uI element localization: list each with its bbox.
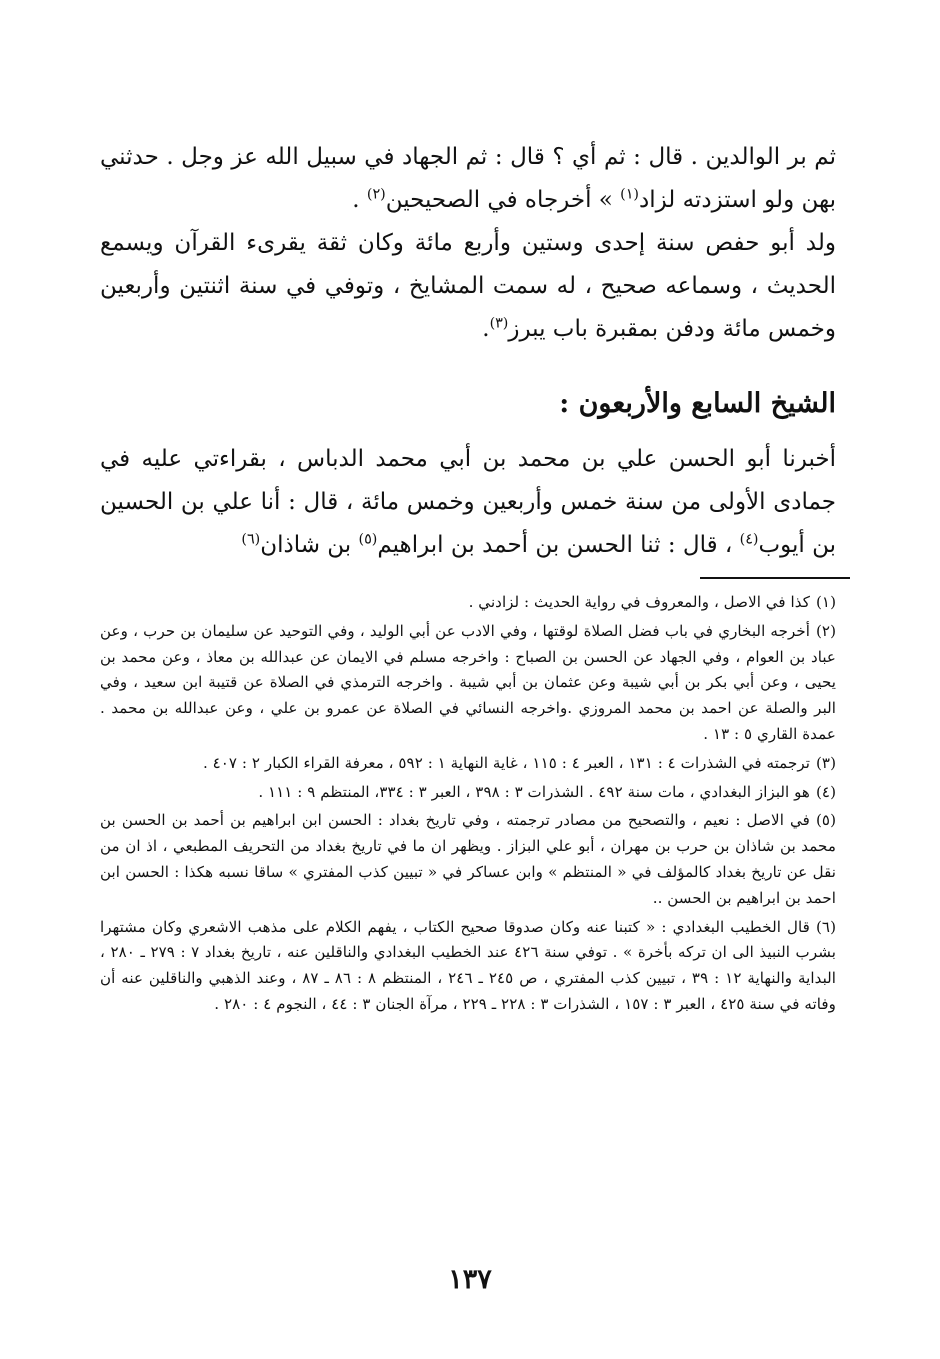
footnote-separator bbox=[700, 577, 850, 579]
footnote-ref-3: (٣) bbox=[489, 315, 509, 332]
footnote-2: (٢)أخرجه البخاري في باب فضل الصلاة لوقتها ، وفي الادب عن أبي الوليد ، وفي التوحيد عن سليمان بن حرب ، وعن عباد بن العوام ، وفي الجهاد عن الحسن بن الصباح : واخرجه مسلم في الايمان عن عبدالله بن معاذ ، وعن محمد بن يحيى ، وعن أبي بكر بن أبي شيبة وعن عثمان بن أبي شيبة . واخرجه الترمذي في الصلاة عن قتيبة ابن سعيد ، وفي البر والصلة عن احمد بن محمد المروزي .واخرجه النسائي في الصلاة عن عمرو بن علي ، وعن عبدالله بن محمد . عمدة القاري ٥ : ١٣ . bbox=[100, 621, 836, 743]
page-number: ١٣٧ bbox=[448, 1264, 492, 1295]
footnote-ref-4: (٤) bbox=[739, 531, 759, 548]
paragraph-2: ولد أبو حفص سنة إحدى وستين وأربع مائة وكان ثقة يقرىء القرآن ويسمع الحديث ، وسماعه صحيح ، له سمت المشايخ ، وتوفي في سنة اثنتين وأربعين وخمس مائة ودفن بمقبرة باب يبرز$^{(٣)}$. bbox=[100, 230, 836, 342]
hadith-chain bbox=[100, 438, 836, 567]
footnote-6: (٦)قال الخطيب البغدادي : « كتبنا عنه وكان صدوقا صحيح الكتاب ، يفهم الكلام على مذهب الاشعري وكان مشتهرا بشرب النبيذ الى ان تركه بأخرة » . توفي سنة ٤٢٦ عند الخطيب البغدادي والناقلين عنه ، تاريخ بغداد ٧ : ٢٧٩ ـ ٢٨٠ ، البداية والنهاية ١٢ : ٣٩ ، تبيين كذب المفتري ، ص ٢٤٥ ـ ٢٤٦ ، المنتظم ٨ : ٨٦ ـ ٨٧ ، وعند الذهبي والناقلين عنه أن وفاته في سنة ٤٢٥ ، العبر ٣ : ١٥٧ ، الشذرات ٣ : ٢٢٨ ـ ٢٢٩ ، مرآة الجنان ٣ : ٤٤ ، النجوم ٤ : ٢٨٠ . bbox=[100, 917, 837, 1013]
footnote-3: (٣)ترجمته في الشذرات ٤ : ١٣١ ، العبر ٤ : ١١٥ ، غاية النهاية ١ : ٥٩٢ ، معرفة القراء الكبار ٢ : ٤٠٧ . bbox=[202, 753, 836, 772]
paragraph-1: ثم بر الوالدين . قال : ثم أي ؟ قال : ثم الجهاد في سبيل الله عز وجل . حدثني بهن ولو استزدته لزاد$^{(١)}$ » أخرجاه في الصحيحين$^{(٢)}$ . bbox=[100, 144, 836, 213]
footnote-5: (٥)في الاصل : نعيم ، والتصحيح من مصادر ترجمته ، وفي تاريخ بغداد : الحسن ابن ابراهيم بن أحمد بن الحسن بن محمد بن شاذان بن حرب بن مهران ، أبو علي البزاز . ويظهر ان ما في تاريخ بغداد من التحريف المطبعي ، اذ ان من نقل عن تاريخ بغداد كالمؤلف في « المنتظم » وابن عساكر في « تبيين كذب المفتري » ساقا نسبه هكذا : الحسن ابن احمد بن ابراهيم بن الحسن .. bbox=[100, 811, 836, 907]
section-heading: الشيخ السابع والأربعون : bbox=[559, 388, 836, 419]
main-text bbox=[100, 136, 836, 351]
footnotes bbox=[100, 590, 836, 1021]
footnote-ref-1: (١) bbox=[620, 186, 639, 203]
footnote-ref-2: (٢) bbox=[366, 186, 386, 203]
footnote-ref-6: (٦) bbox=[241, 531, 261, 548]
footnote-1: (١)كذا في الاصل ، والمعروف في رواية الحديث : لزادني . bbox=[468, 593, 836, 611]
paragraph-3: أخبرنا أبو الحسن علي بن محمد بن أبي محمد الدباس ، بقراءتي عليه في جمادى الأولى من سنة خمس وأربعين وخمس مائة ، قال : أنا علي بن الحسين بن أيوب$^{(٤)}$ ، قال : ثنا الحسن بن أحمد بن ابراهيم$^{(٥)}$ بن شاذان$^{(٦)}$ bbox=[100, 446, 836, 558]
footnote-ref-5: (٥) bbox=[358, 531, 378, 548]
footnote-4: (٤)هو البزاز البغدادي ، مات سنة ٤٩٢ . الشذرات ٣ : ٣٩٨ ، العبر ٣ : ٣٣٤، المنتظم ٩ : ١١١ . bbox=[258, 782, 836, 801]
